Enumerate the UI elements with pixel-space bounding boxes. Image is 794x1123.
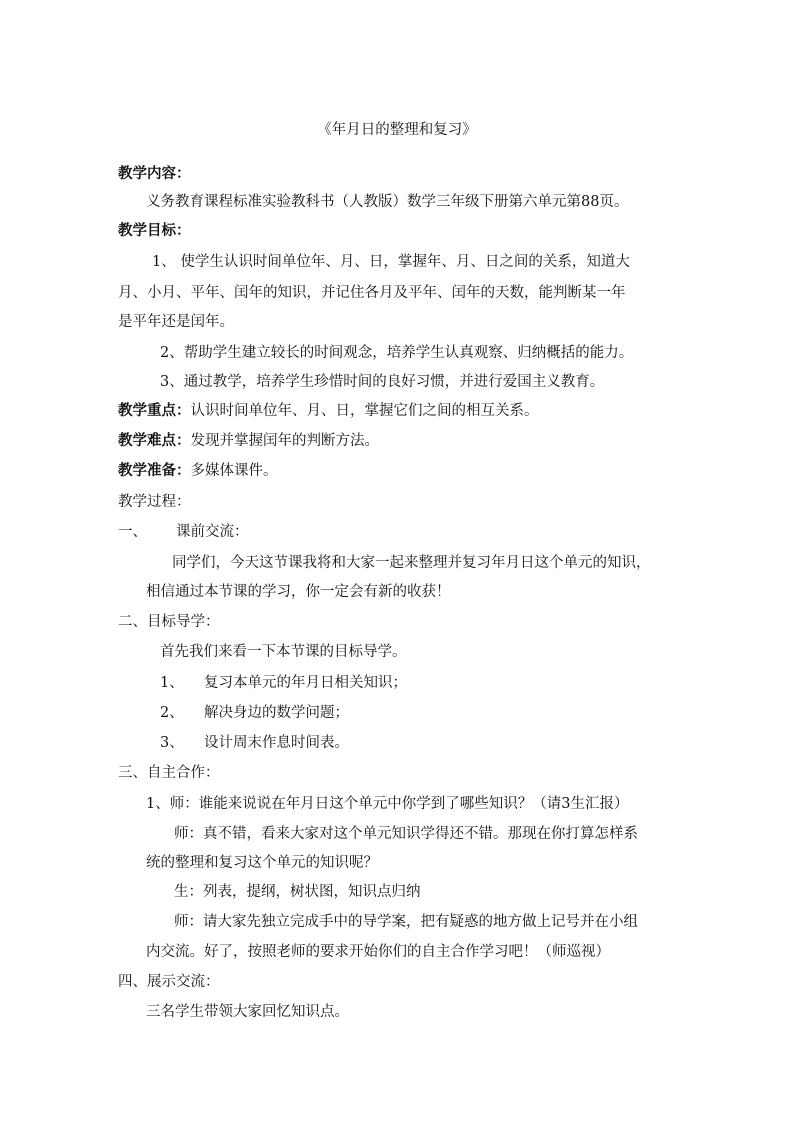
preparation-heading: 教学准备： [118, 462, 191, 479]
section-2-item-3-number: 3、 [160, 735, 184, 751]
section-3-line-6: 内交流。好了，按照老师的要求开始你们的自主合作学习吧！（师巡视） [146, 944, 610, 960]
preparation-row [118, 461, 278, 481]
process-heading: 教学过程： [118, 494, 191, 510]
section-2-item-1-number: 1、 [160, 675, 184, 691]
content-text: 义务教育课程标准实验教科书（人教版）数学三年级下册第六单元第88页。 [146, 194, 629, 210]
key-point-heading: 教学重点： [118, 402, 191, 419]
goal-item-1-line-1: 1、 使学生认识时间单位年、月、日，掌握年、月、日之间的关系，知道大 [152, 254, 630, 270]
section-2-title: 二、目标导学： [118, 614, 220, 630]
goal-item-1-line-3: 是平年还是闰年。 [118, 314, 234, 330]
section-2-item-1-text: 复习本单元的年月日相关知识； [204, 675, 407, 691]
document-title: 《年月日的整理和复习》 [317, 122, 477, 138]
section-2-item-2-text: 解决身边的数学问题； [204, 705, 349, 721]
section-1-line-2: 相信通过本节课的学习，你一定会有新的收获！ [146, 584, 451, 600]
difficulty-row [118, 431, 379, 451]
section-1-title: 课前交流： [176, 524, 249, 540]
preparation-text: 多媒体课件。 [190, 463, 278, 479]
key-point-text: 认识时间单位年、月、日，掌握它们之间的相互关系。 [190, 403, 539, 419]
section-4-title: 四、展示交流： [118, 974, 220, 990]
section-4-line-1: 三名学生带领大家回忆知识点。 [146, 1004, 349, 1020]
section-2-intro: 首先我们来看一下本节课的目标导学。 [160, 644, 407, 660]
goal-item-3: 3、通过教学，培养学生珍惜时间的良好习惯，并进行爱国主义教育。 [160, 374, 605, 390]
difficulty-text: 发现并掌握闰年的判断方法。 [190, 433, 379, 449]
section-3-title: 三、自主合作： [118, 765, 220, 781]
goal-item-2: 2、帮助学生建立较长的时间观念，培养学生认真观察、归纳概括的能力。 [160, 345, 634, 361]
section-3-line-5: 师：请大家先独立完成手中的导学案，把有疑惑的地方做上记号并在小组 [174, 914, 638, 930]
section-2-item-3-text: 设计周末作息时间表。 [204, 735, 349, 751]
section-1-number: 一、 [118, 524, 147, 540]
section-3-line-4: 生：列表，提纲，树状图，知识点归纳 [174, 884, 421, 900]
key-point-row [118, 401, 539, 421]
section-2-item-2-number: 2、 [160, 705, 184, 721]
section-1-line-1: 同学们，今天这节课我将和大家一起来整理并复习年月日这个单元的知识， [172, 555, 651, 571]
section-3-line-3: 统的整理和复习这个单元的知识呢？ [146, 855, 378, 871]
goal-item-1-line-2: 月、小月、平年、闰年的知识，并记住各月及平年、闰年的天数，能判断某一年 [118, 285, 626, 301]
difficulty-heading: 教学难点： [118, 432, 191, 449]
section-3-line-2: 师：真不错，看来大家对这个单元知识学得还不错。那现在你打算怎样系 [174, 826, 638, 842]
goals-heading: 教学目标： [118, 222, 191, 239]
section-3-line-1: 1、师：谁能来说说在年月日这个单元中你学到了哪些知识？（请3生汇报） [146, 796, 629, 812]
content-heading: 教学内容： [118, 165, 191, 182]
